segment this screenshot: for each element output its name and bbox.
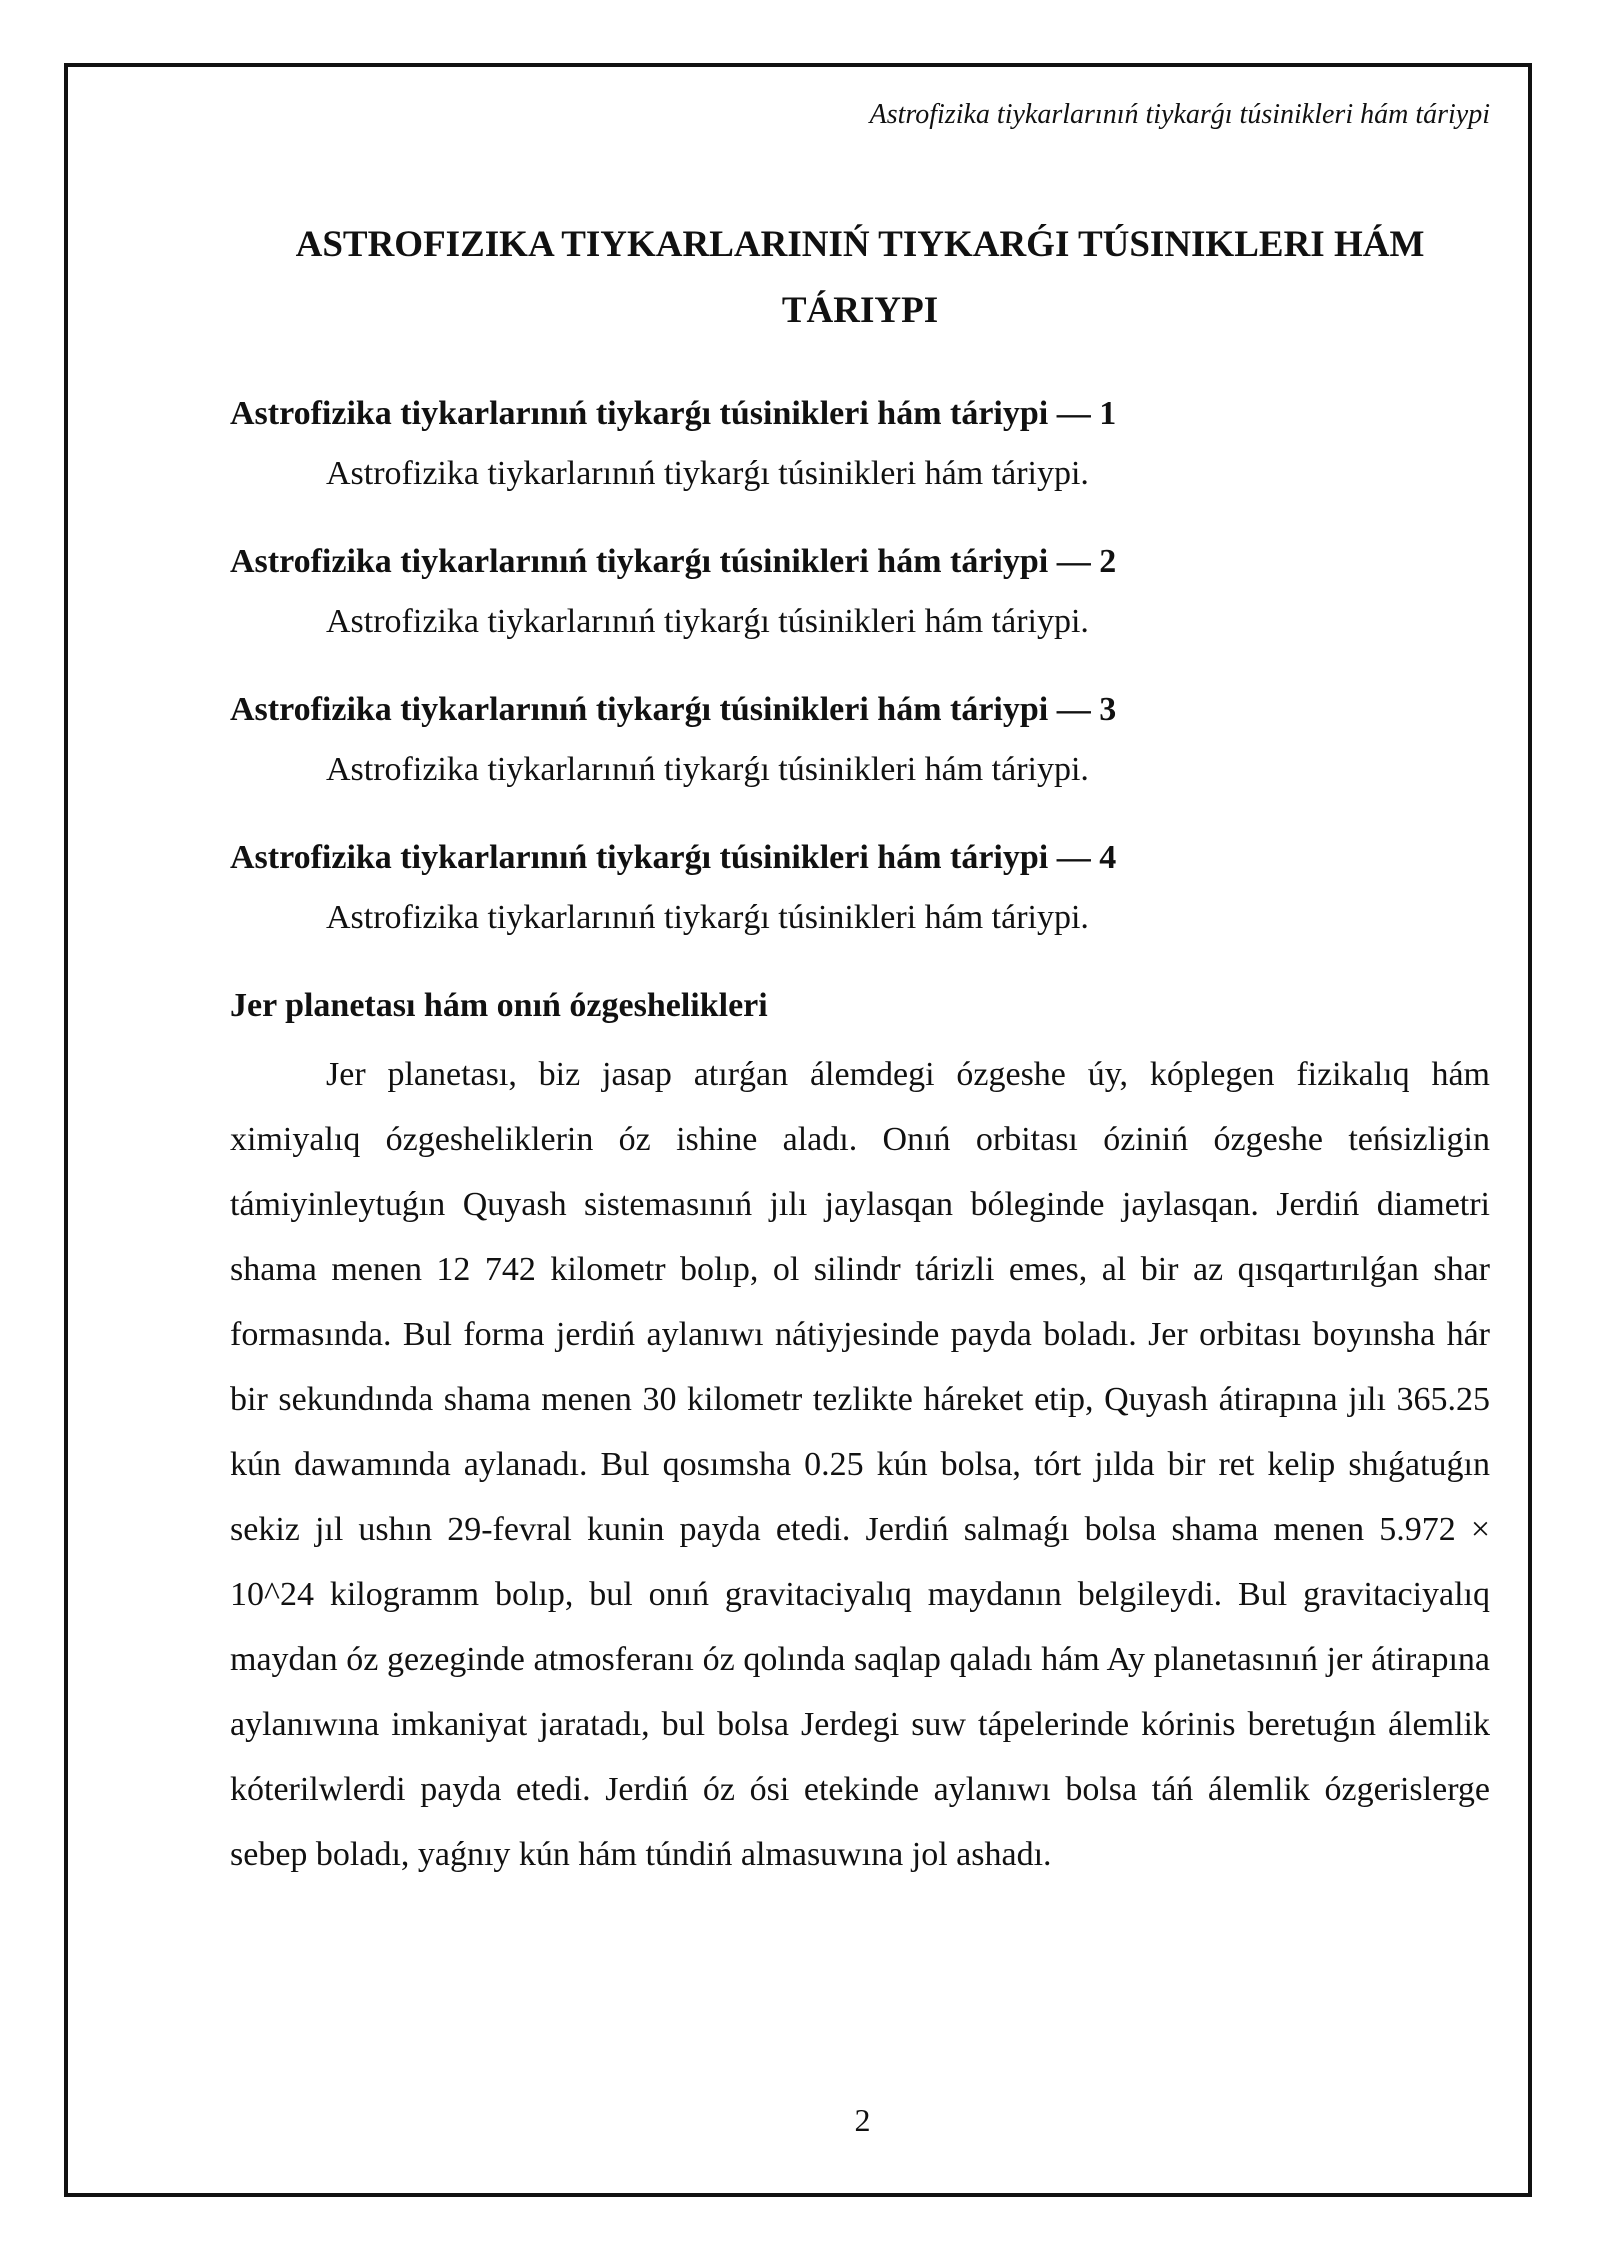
body-paragraph: Jer planetası, biz jasap atırǵan álemdegi ózgeshe úy, kóplegen fizikalıq hám ximiyalıq ózgesheliklerin óz ishine aladı. Onıń orbitası óziniń ózgeshe teńsizligin támiyinleytuǵın Quyash sistemasınıń jılı jaylasqan bóleginde jaylasqan. Jerdiń diametri shama menen 12 742 kilometr bolıp, ol silindr tárizli emes, al bir az qısqartırılǵan shar formasında. Bul forma jerdiń aylanıwı nátiyjesinde payda boladı. Jer orbitası boyınsha hár bir sekundında shama menen 30 kilometr tezlikte háreket etip, Quyash átirapına jılı 365.25 kún dawamında aylanadı. Bul qosımsha 0.25 kún bolsa, tórt jılda bir ret kelip shıǵatuǵın sekiz jıl ushın 29-fevral kunin payda etedi. Jerdiń salmaǵı bolsa shama menen 5.972 × 10^24 kilogramm bolıp, bul onıń gravitaciyalıq maydanın belgileydi. Bul gravitaciyalıq maydan óz gezeginde atmosferanı óz qolında saqlap qaladı hám Ay planetasınıń jer átirapına aylanıwına imkaniyat jaratadı, bul bolsa Jerdegi suw tápelerinde kórinis beretuǵın álemlik kóterilwlerdi payda etedi. Jerdiń óz ósi etekinde aylanıwı bolsa táń álemlik ózgerislerge sebep boladı, yaǵnıy kún hám túndiń almasuwına jol ashadı.: [230, 1056, 1490, 1873]
document-title: [230, 212, 1490, 344]
section-2: [230, 532, 1490, 652]
section-text: Astrofizika tiykarlarınıń tiykarǵı túsinikleri hám táriypi.: [326, 603, 1089, 640]
section-heading: Astrofizika tiykarlarınıń tiykarǵı túsinikleri hám táriypi — 1: [230, 395, 1117, 432]
page-number: 2: [854, 2102, 871, 2138]
section-3: [230, 680, 1490, 800]
running-header: Astrofizika tiykarlarınıń tiykarǵı túsinikleri hám táriypi: [869, 99, 1490, 130]
title-line-1: ASTROFIZIKA TIYKARLARINIŃ TIYKARǴI TÚSINIKLERI HÁM: [295, 224, 1425, 265]
section-text: Astrofizika tiykarlarınıń tiykarǵı túsinikleri hám táriypi.: [326, 899, 1089, 936]
document-content: [230, 384, 1490, 1887]
section-text: Astrofizika tiykarlarınıń tiykarǵı túsinikleri hám táriypi.: [326, 455, 1089, 492]
title-line-2: TÁRIYPI: [781, 290, 939, 331]
section-heading: Astrofizika tiykarlarınıń tiykarǵı túsinikleri hám táriypi — 2: [230, 543, 1117, 580]
body-heading: Jer planetası hám onıń ózgeshelikleri: [230, 987, 768, 1024]
section-1: [230, 384, 1490, 504]
section-heading: Astrofizika tiykarlarınıń tiykarǵı túsinikleri hám táriypi — 3: [230, 691, 1117, 728]
section-4: [230, 828, 1490, 948]
section-heading: Astrofizika tiykarlarınıń tiykarǵı túsinikleri hám táriypi — 4: [230, 839, 1117, 876]
section-text: Astrofizika tiykarlarınıń tiykarǵı túsinikleri hám táriypi.: [326, 751, 1089, 788]
